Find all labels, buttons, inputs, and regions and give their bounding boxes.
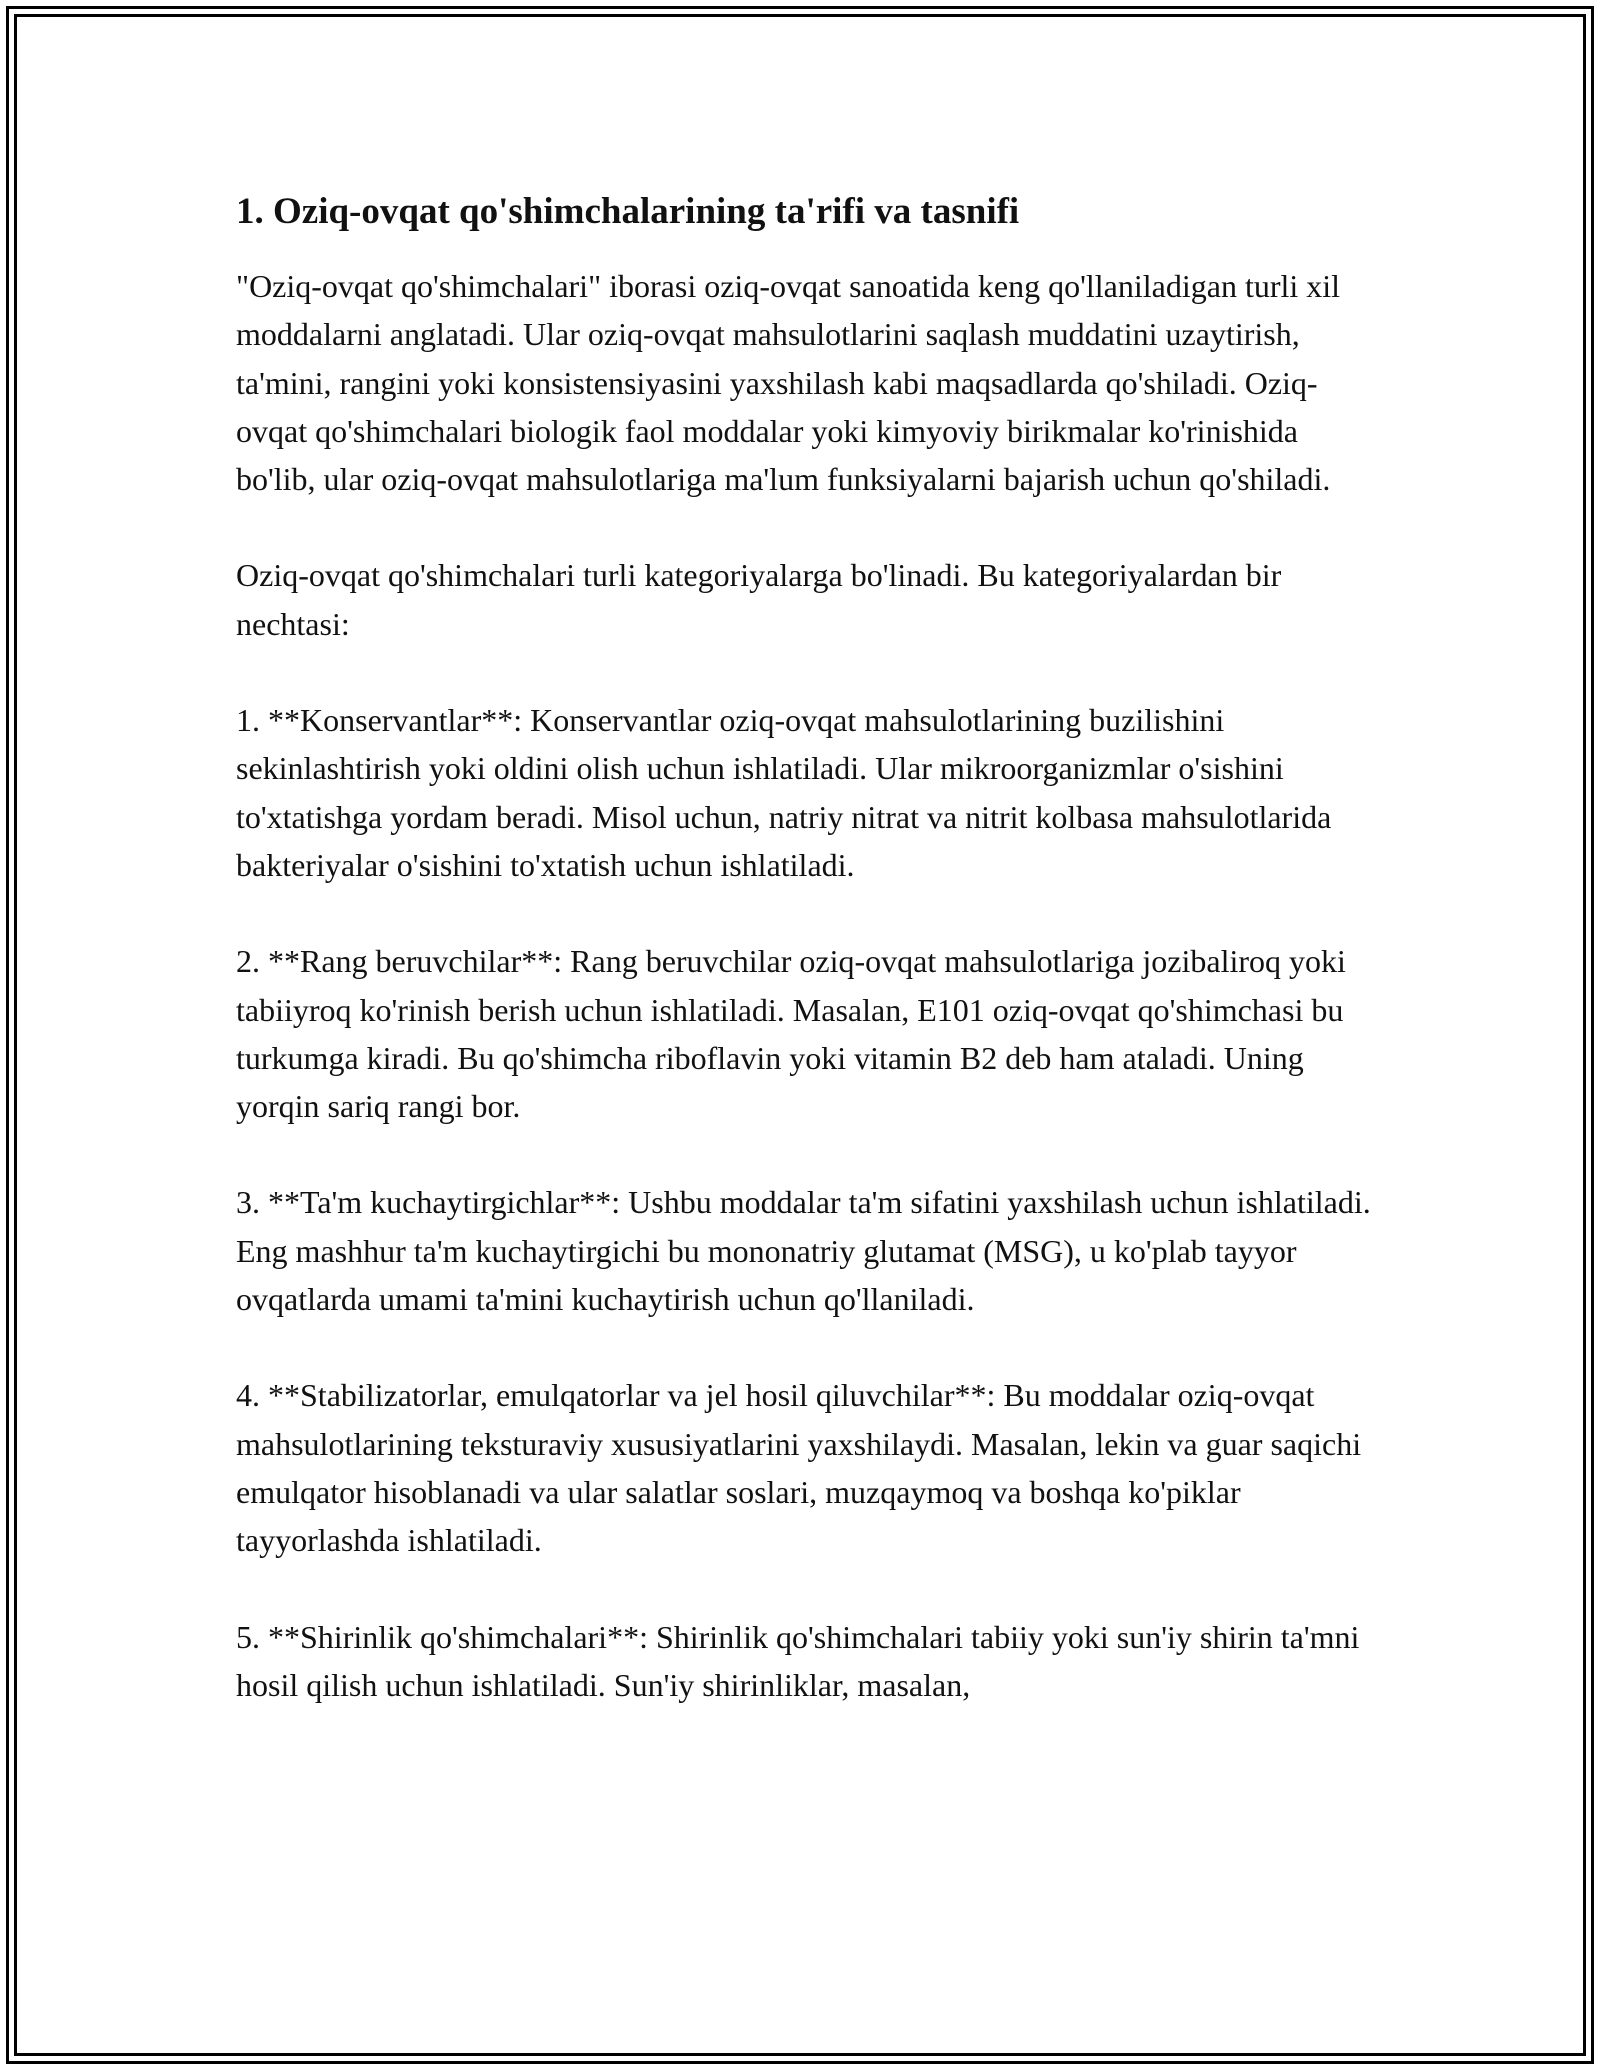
section-heading: 1. Oziq-ovqat qo'shimchalarining ta'rifi va tasnifi bbox=[236, 191, 1020, 232]
paragraph-preservatives: 1. **Konservantlar**: Konservantlar oziq-ovqat mahsulotlarining buzilishini sekinlashtirish yoki oldini olish uchun ishlatiladi. Ular mikroorganizmlar o'sishini to'xtatishga yordam beradi. Misol uchun, natriy nitrat va nitrit kolbasa mahsulotlarida bakteriyalar o'sishini to'xtatish uchun ishlatiladi. bbox=[236, 702, 1332, 883]
paragraph-stabilizers: 4. **Stabilizatorlar, emulqatorlar va jel hosil qiluvchilar**: Bu moddalar oziq-ovqat mahsulotlarining teksturaviy xususiyatlarini yaxshilaydi. Masalan, lekin va guar saqichi emulqator hisoblanadi va ular salatlar soslari, muzqaymoq va boshqa ko'piklar tayyorlashda ishlatiladi. bbox=[236, 1377, 1362, 1559]
paragraph-intro: "Oziq-ovqat qo'shimchalari" iborasi oziq-ovqat sanoatida keng qo'llaniladigan turli xil moddalarni anglatadi. Ular oziq-ovqat mahsulotlarini saqlash muddatini uzaytirish, ta'mini, rangini yoki konsistensiyasini yaxshilash kabi maqsadlarda qo'shiladi. Oziq-ovqat qo'shimchalari biologik faol moddalar yoki kimyoviy birikmalar ko'rinishida bo'lib, ular oziq-ovqat mahsulotlariga ma'lum funksiyalarni bajarish uchun qo'shiladi. bbox=[236, 268, 1341, 498]
paragraph-categories-intro: Oziq-ovqat qo'shimchalari turli kategoriyalarga bo'linadi. Bu kategoriyalardan bir nechtasi: bbox=[236, 557, 1282, 642]
paragraph-sweeteners: 5. **Shirinlik qo'shimchalari**: Shirinlik qo'shimchalari tabiiy yoki sun'iy shirin ta'mni hosil qilish uchun ishlatiladi. Sun'iy shirinliklar, masalan, bbox=[236, 1618, 1360, 1703]
document-body bbox=[236, 188, 1376, 1757]
paragraph-flavor-enhancers: 3. **Ta'm kuchaytirgichlar**: Ushbu moddalar ta'm sifatini yaxshilash uchun ishlatiladi. Eng mashhur ta'm kuchaytirgichi bu mononatriy glutamat (MSG), u ko'plab tayyor ovqatlarda umami ta'mini kuchaytirish uchun qo'llaniladi. bbox=[236, 1184, 1371, 1318]
paragraph-colorants: 2. **Rang beruvchilar**: Rang beruvchilar oziq-ovqat mahsulotlariga jozibaliroq yoki tabiiyroq ko'rinish berish uchun ishlatiladi. Masalan, E101 oziq-ovqat qo'shimchasi bu turkumga kiradi. Bu qo'shimcha riboflavin yoki vitamin B2 deb ham ataladi. Uning yorqin sariq rangi bor. bbox=[236, 943, 1346, 1125]
